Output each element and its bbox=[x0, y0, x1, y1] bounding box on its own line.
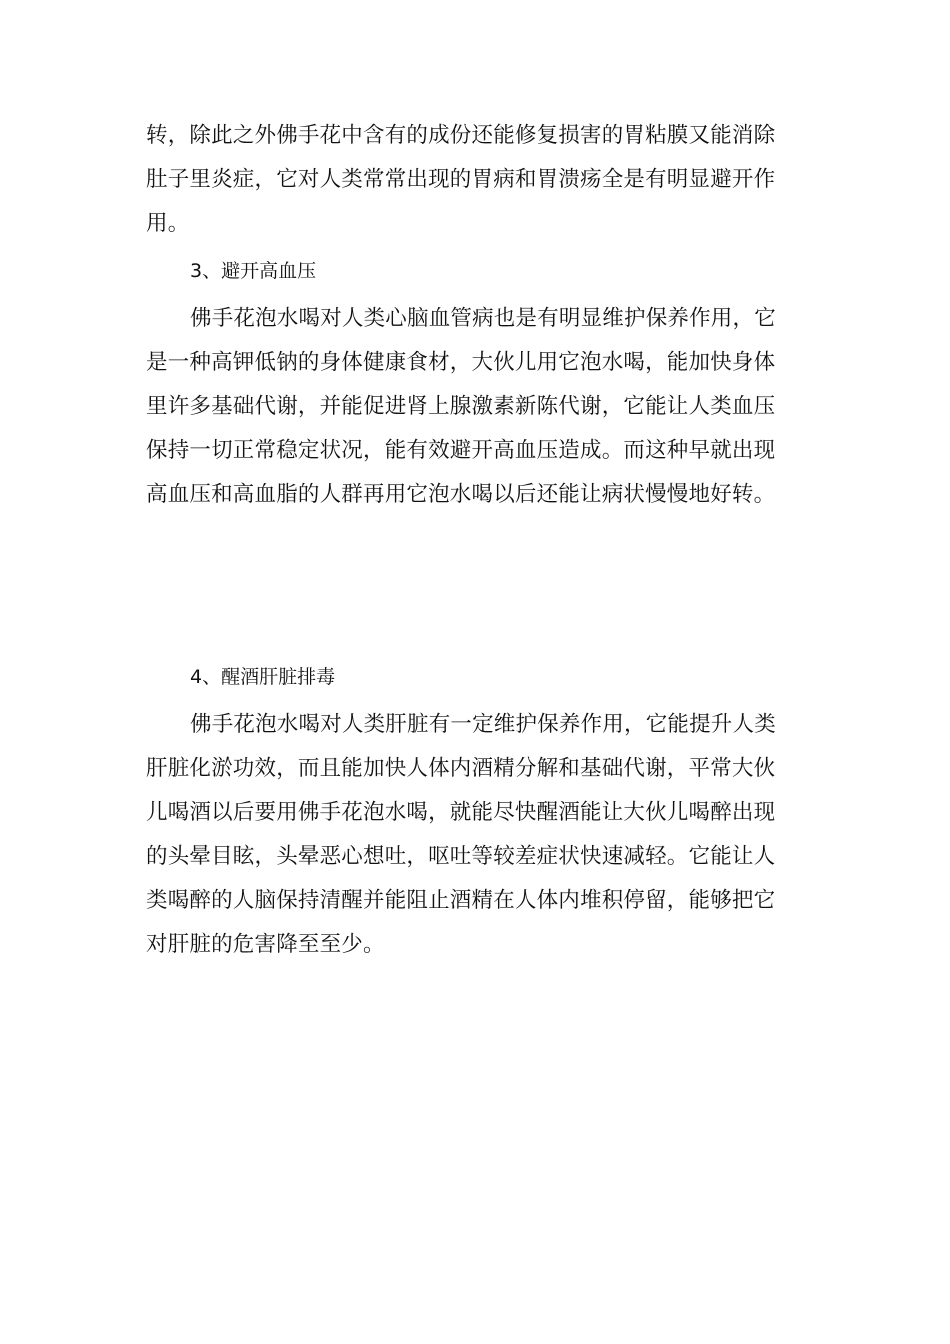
paragraph-line: 是一种高钾低钠的身体健康食材，大伙儿用它泡水喝，能加快身体 bbox=[146, 350, 776, 375]
paragraph-line: 用。 bbox=[146, 211, 190, 236]
paragraph-line: 转，除此之外佛手花中含有的成份还能修复损害的胃粘膜又能消除 bbox=[146, 123, 776, 148]
section-4-heading: 4、醒酒肝脏排毒 bbox=[190, 666, 336, 688]
paragraph-line: 儿喝酒以后要用佛手花泡水喝，就能尽快醒酒能让大伙儿喝醉出现 bbox=[146, 800, 776, 825]
paragraph-line: 佛手花泡水喝对人类心脑血管病也是有明显维护保养作用，它 bbox=[190, 306, 776, 331]
paragraph-line: 佛手花泡水喝对人类肝脏有一定维护保养作用，它能提升人类 bbox=[190, 712, 776, 737]
paragraph-line: 的头晕目眩，头晕恶心想吐，呕吐等较差症状快速减轻。它能让人 bbox=[146, 844, 776, 869]
paragraph-line: 里许多基础代谢，并能促进肾上腺激素新陈代谢，它能让人类血压 bbox=[146, 394, 776, 419]
section-3-paragraph bbox=[146, 297, 806, 517]
paragraph-line: 对肝脏的危害降至至少。 bbox=[146, 932, 385, 957]
paragraph-line: 肝脏化淤功效，而且能加快人体内酒精分解和基础代谢，平常大伙 bbox=[146, 756, 776, 781]
paragraph-line: 保持一切正常稳定状况，能有效避开高血压造成。而这种早就出现 bbox=[146, 438, 776, 463]
paragraph-line: 类喝醉的人脑保持清醒并能阻止酒精在人体内堆积停留，能够把它 bbox=[146, 888, 776, 913]
section-3-heading: 3、避开高血压 bbox=[190, 260, 317, 282]
continuation-paragraph bbox=[146, 114, 806, 246]
paragraph-line: 高血压和高血脂的人群再用它泡水喝以后还能让病状慢慢地好转。 bbox=[146, 482, 776, 507]
paragraph-line: 肚子里炎症，它对人类常常出现的胃病和胃溃疡全是有明显避开作 bbox=[146, 167, 776, 192]
section-4-paragraph bbox=[146, 703, 806, 967]
